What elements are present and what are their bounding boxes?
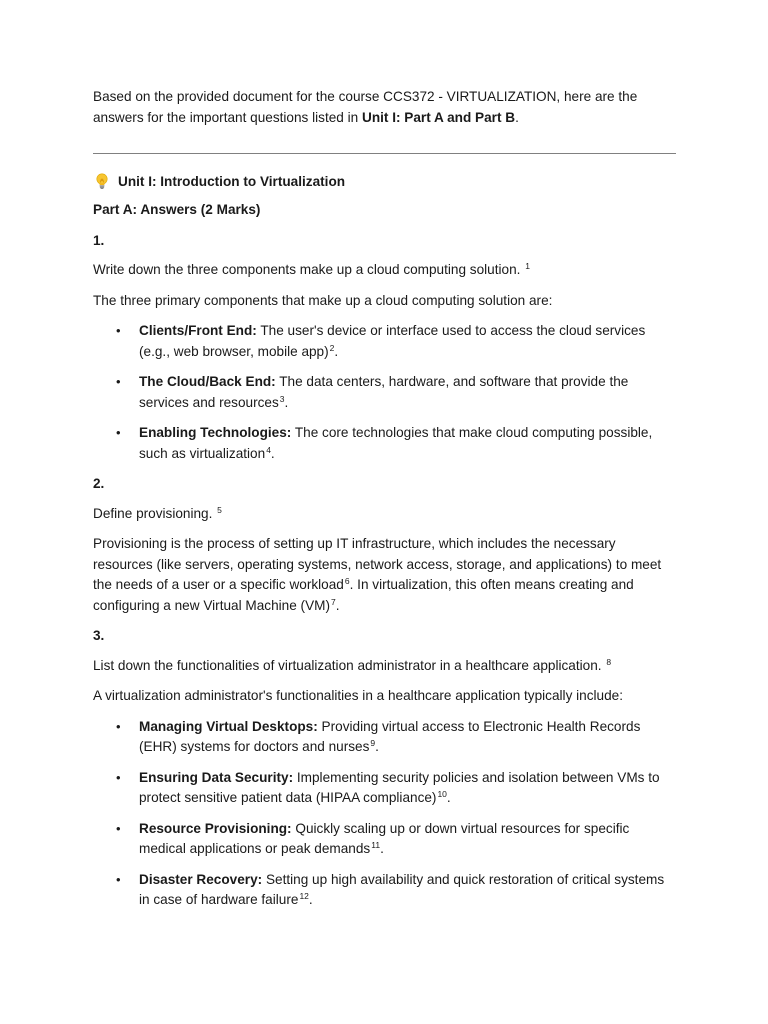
list-item-term: Managing Virtual Desktops: <box>139 718 318 734</box>
answer-paragraph <box>93 534 676 616</box>
bullet-icon: • <box>116 425 121 440</box>
footnote-ref: 2 <box>329 342 335 353</box>
list-item-term: Ensuring Data Security: <box>139 769 294 785</box>
question-number: 1. <box>93 232 105 248</box>
bullet-icon: • <box>116 374 121 389</box>
section-divider <box>93 153 676 154</box>
footnote-ref: 12 <box>299 891 309 901</box>
list-item-text: The user's device or interface used to access the cloud services (e.g., web browser, mobile app) <box>139 323 646 359</box>
bullet-icon: • <box>116 820 121 836</box>
list-item: • Managing Virtual Desktops: Providing virtual access to Electronic Health Records (EHR) systems for doctors and nurses$^9$. <box>116 718 641 754</box>
footnote-ref: 5 <box>217 504 222 515</box>
footnote-ref: 11 <box>371 840 381 850</box>
list-item-text: Quickly scaling up or down virtual resources for specific medical applications or peak demands <box>139 820 630 856</box>
answer-text: Provisioning is the process of setting up IT infrastructure, which includes the necessary resources (like servers, operating systems, network access, storage, and applications) to meet the needs of a user or a specific workload <box>93 536 662 592</box>
list-item-text: Providing virtual access to Electronic Health Records (EHR) systems for doctors and nurses <box>139 718 641 754</box>
bullet-icon: • <box>116 871 121 887</box>
footnote-ref: 4 <box>266 444 271 455</box>
question-text <box>93 260 676 281</box>
bullet-icon: • <box>116 769 121 785</box>
question-body: Write down the three components make up a cloud computing solution. <box>93 262 521 277</box>
part-heading: Part A: Answers (2 Marks) <box>93 202 261 217</box>
answer-list <box>93 717 676 911</box>
question-text <box>93 504 676 525</box>
footnote-ref: 7 <box>331 596 336 607</box>
footnote-ref: 3 <box>279 393 285 404</box>
footnote-ref: 10 <box>437 789 447 799</box>
intro-text: Based on the provided document for the course CCS372 - VIRTUALIZATION, here are the answers for the important questions listed in <box>93 89 638 125</box>
footnote-ref: 6 <box>344 576 350 586</box>
answer-intro: The three primary components that make up a cloud computing solution are: <box>93 292 553 308</box>
answer-text: . In virtualization, this often means creating and configuring a new Virtual Machine (VM) <box>93 577 634 613</box>
list-item: • Disaster Recovery: Setting up high availability and quick restoration of critical systems in case of hardware failure$^{12}$. <box>116 871 665 907</box>
question-body: Define provisioning. <box>93 505 213 521</box>
intro-paragraph <box>93 87 676 128</box>
list-item: • The Cloud/Back End: The data centers, hardware, and software that provide the services and resources$^3$. <box>116 374 629 410</box>
list-item-text: The core technologies that make cloud computing possible, such as virtualization <box>139 425 653 461</box>
bullet-icon: • <box>116 718 121 734</box>
list-item-text: The data centers, hardware, and software that provide the services and resources <box>139 374 629 410</box>
list-item-text: Setting up high availability and quick restoration of critical systems in case of hardware failure <box>139 871 665 907</box>
list-item: • Ensuring Data Security: Implementing security policies and isolation between VMs to protect sensitive patient data (HIPAA compliance)$^{10}$. <box>116 769 660 805</box>
unit-heading <box>93 172 676 190</box>
question-number: 3. <box>93 628 105 643</box>
intro-end: . <box>515 109 519 125</box>
list-item: • Resource Provisioning: Quickly scaling up or down virtual resources for specific medical applications or peak demands$^{11}$. <box>116 820 630 856</box>
question-body: List down the functionalities of virtualization administrator in a healthcare application. <box>93 657 602 673</box>
list-item-term: The Cloud/Back End: <box>139 374 276 389</box>
question-text <box>93 656 676 677</box>
list-item-term: Clients/Front End: <box>139 323 257 338</box>
answer-text: . <box>335 597 340 613</box>
list-item-term: Enabling Technologies: <box>139 425 292 440</box>
intro-bold-text: Unit I: Part A and Part B <box>362 109 516 125</box>
unit-heading-text: Unit I: Introduction to Virtualization <box>118 173 346 189</box>
list-item: • Clients/Front End: The user's device or interface used to access the cloud services (e.g., web browser, mobile app)$^2$. <box>116 323 646 359</box>
bullet-icon: • <box>116 323 121 338</box>
footnote-ref: 9 <box>370 738 376 748</box>
answer-intro: A virtualization administrator's functionalities in a healthcare application typically include: <box>93 688 624 703</box>
list-item-term: Resource Provisioning: <box>139 820 292 836</box>
footnote-ref: 8 <box>606 656 612 667</box>
answer-list <box>93 321 676 464</box>
list-item-term: Disaster Recovery: <box>139 871 263 887</box>
document-body <box>93 87 676 921</box>
lightbulb-icon <box>93 172 111 190</box>
footnote-ref: 1 <box>525 261 530 271</box>
list-item-text: Implementing security policies and isolation between VMs to protect sensitive patient data (HIPAA compliance) <box>139 769 660 805</box>
question-number: 2. <box>93 476 105 491</box>
list-item: • Enabling Technologies: The core technologies that make cloud computing possible, such as virtualization$^4$. <box>116 425 653 461</box>
